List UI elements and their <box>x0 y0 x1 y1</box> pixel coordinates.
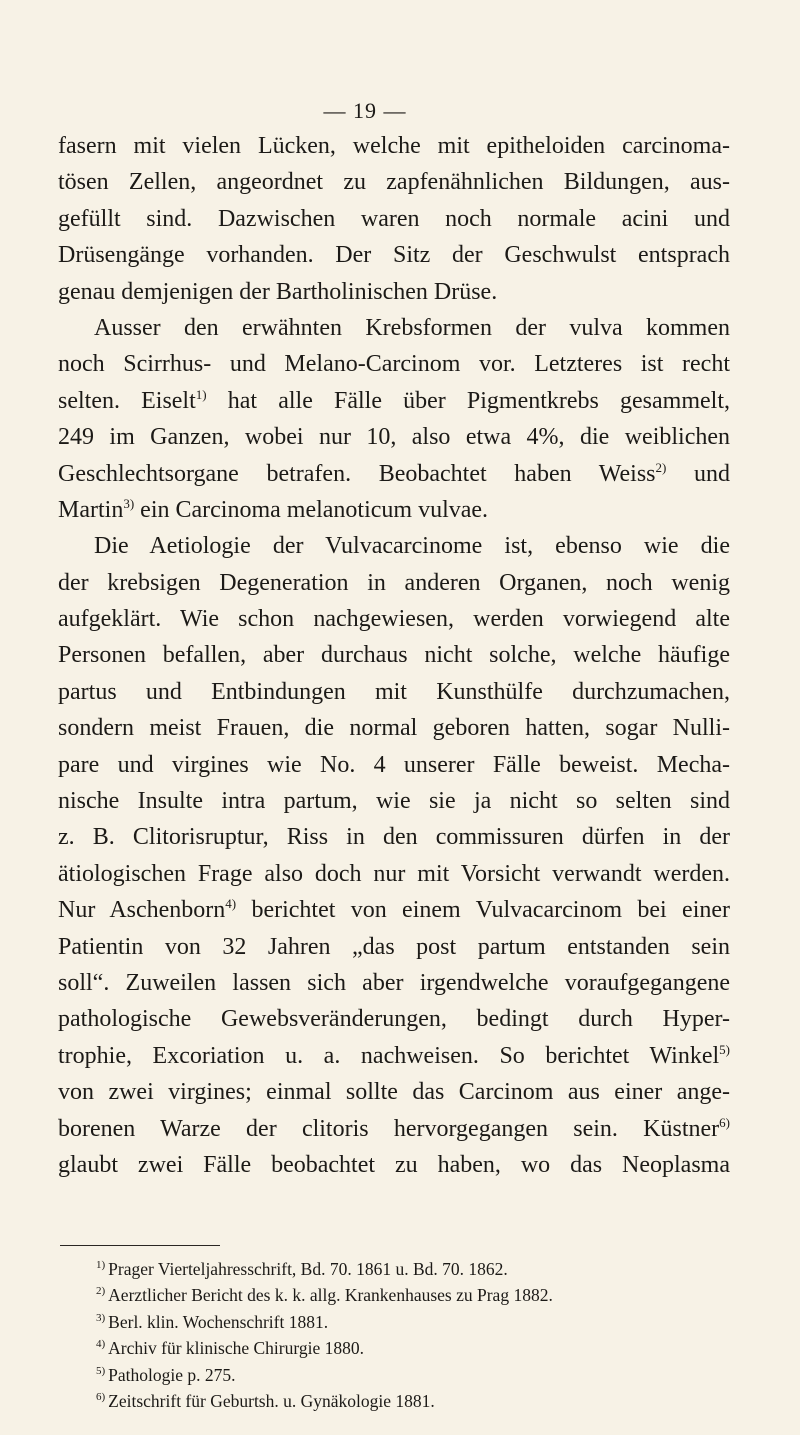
footnote-text: Aerztlicher Bericht des k. k. allg. Krankenhauses zu Prag 1882. <box>108 1285 553 1306</box>
text-line: von zwei virgines; einmal sollte das Carcinom aus einer ange- <box>58 1079 730 1106</box>
text-line: pathologische Gewebsveränderungen, bedingt durch Hyper- <box>58 1006 730 1033</box>
text-line <box>58 892 730 928</box>
text-line: aufgeklärt. Wie schon nachgewiesen, werden vorwiegend alte <box>58 606 730 633</box>
text-line: Ausser den erwähnten Krebsformen der vulva kommen <box>94 314 730 341</box>
footnote <box>96 1282 736 1308</box>
text-line <box>58 383 730 419</box>
text-line: z. B. Clitorisruptur, Riss in den commissuren dürfen in der <box>58 824 730 851</box>
footnote <box>96 1309 736 1335</box>
footnote-ref: 2) <box>655 459 667 475</box>
text-run: Martin <box>58 496 124 523</box>
text-line: Patientin von 32 Jahren „das post partum entstanden sein <box>58 933 730 960</box>
footnote <box>96 1388 736 1414</box>
text-line: der krebsigen Degeneration in anderen Organen, noch wenig <box>58 569 730 596</box>
text-line: ätiologischen Frage also doch nur mit Vorsicht verwandt werden. <box>58 860 730 887</box>
text-line: fasern mit vielen Lücken, welche mit epitheloiden carcinoma- <box>58 133 730 159</box>
footnote-text: Zeitschrift für Geburtsh. u. Gynäkologie 1881. <box>108 1390 435 1411</box>
text-line: 249 im Ganzen, wobei nur 10, also etwa 4%, die weiblichen <box>58 424 730 451</box>
footnote-text: Pathologie p. 275. <box>108 1364 236 1385</box>
footnote-text: Prager Vierteljahresschrift, Bd. 70. 1861 u. Bd. 70. 1862. <box>108 1259 508 1279</box>
text-line: soll“. Zuweilen lassen sich aber irgendwelche voraufgegangene <box>58 969 730 996</box>
text-run: borenen Warze der clitoris hervorgegangen sein. Küstner <box>58 1115 720 1142</box>
footnote-ref: 5) <box>719 1041 730 1057</box>
footnote-mark: 4) <box>96 1338 106 1351</box>
footnote <box>96 1256 736 1282</box>
text-line <box>58 492 730 528</box>
footnote-text: Berl. klin. Wochenschrift 1881. <box>108 1311 329 1332</box>
footnote-mark: 1) <box>96 1259 106 1271</box>
page-number: — 19 — <box>323 98 407 123</box>
text-run: hat alle Fälle über Pigmentkrebs gesammelt, <box>227 387 730 414</box>
footnote-mark: 2) <box>96 1285 106 1298</box>
footnotes <box>96 1256 736 1414</box>
text-line: tösen Zellen, angeordnet zu zapfenähnlichen Bildungen, aus- <box>58 169 730 196</box>
footnote-ref: 4) <box>225 896 237 912</box>
footnote-ref: 3) <box>123 495 135 511</box>
text-run: berichtet von einem Vulvacarcinom bei einer <box>251 897 730 924</box>
text-run: selten. Eiselt <box>58 387 196 414</box>
text-run: trophie, Excoriation u. a. nachweisen. So berichtet Winkel <box>58 1042 720 1069</box>
text-line: partus und Entbindungen mit Kunsthülfe durchzumachen, <box>58 678 730 705</box>
footnote-ref: 6) <box>719 1114 730 1130</box>
text-line <box>58 456 730 492</box>
body-text <box>58 128 730 1183</box>
footnote-mark: 5) <box>96 1364 106 1377</box>
text-line <box>58 1038 730 1074</box>
text-line: pare und virgines wie No. 4 unserer Fälle beweist. Mecha- <box>58 751 730 778</box>
footnote-mark: 6) <box>96 1390 106 1403</box>
footnote <box>96 1335 736 1361</box>
footnote-mark: 3) <box>96 1311 106 1324</box>
text-run: Nur Aschenborn <box>58 897 226 924</box>
text-run: Geschlechtsorgane betrafen. Beobachtet haben Weiss <box>58 460 656 487</box>
text-line: sondern meist Frauen, die normal geboren hatten, sogar Nulli- <box>58 715 730 742</box>
footnote <box>96 1362 736 1388</box>
footnote-divider <box>60 1245 220 1246</box>
text-line: Personen befallen, aber durchaus nicht solche, welche häufige <box>58 642 730 669</box>
text-line: Drüsengänge vorhanden. Der Sitz der Geschwulst entsprach <box>58 242 730 269</box>
text-line <box>58 1111 730 1147</box>
text-line: noch Scirrhus- und Melano-Carcinom vor. Letzteres ist recht <box>58 351 730 378</box>
text-run: ein Carcinoma melanoticum vulvae. <box>140 496 489 523</box>
text-run: und <box>694 460 730 487</box>
text-line: nische Insulte intra partum, wie sie ja nicht so selten sind <box>58 788 730 815</box>
text-line: glaubt zwei Fälle beobachtet zu haben, wo das Neoplasma <box>58 1151 730 1178</box>
footnote-ref: 1) <box>195 386 207 402</box>
text-line: genau demjenigen der Bartholinischen Drüse. <box>58 278 498 305</box>
footnote-text: Archiv für klinische Chirurgie 1880. <box>108 1338 364 1359</box>
text-line: Die Aetiologie der Vulvacarcinome ist, ebenso wie die <box>94 533 730 560</box>
text-line: gefüllt sind. Dazwischen waren noch normale acini und <box>58 205 730 232</box>
